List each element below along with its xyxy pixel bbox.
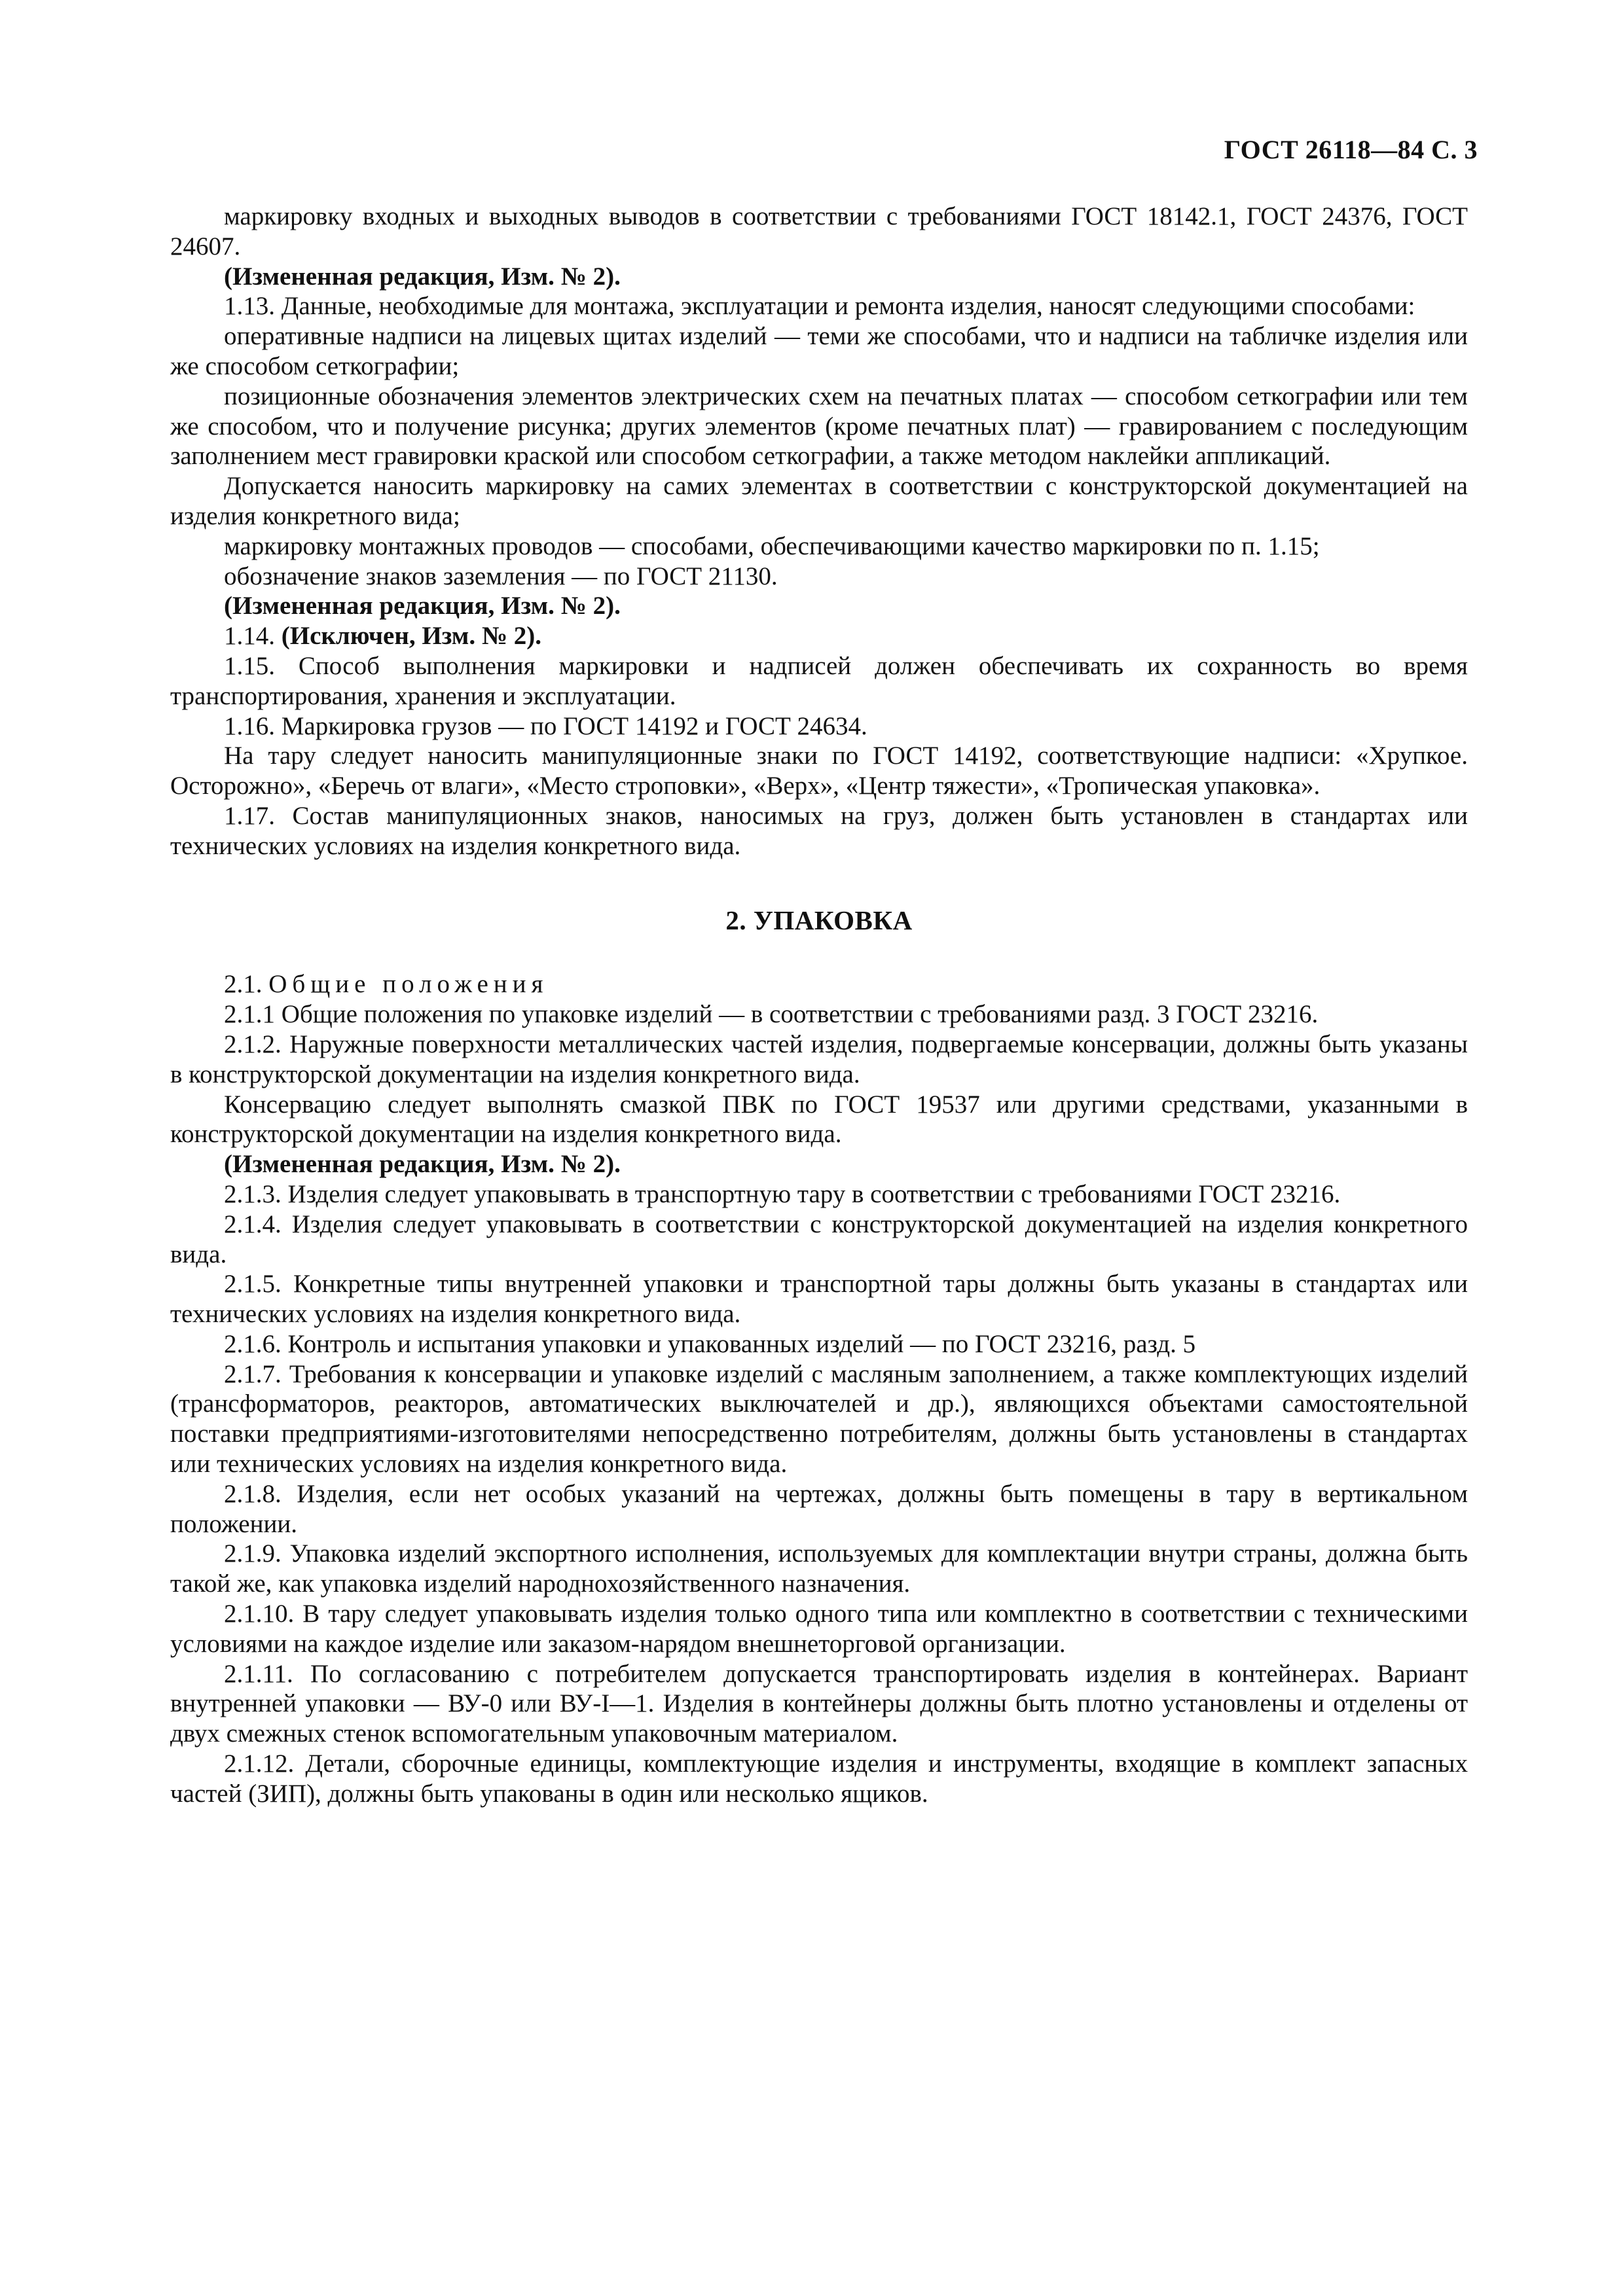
clause-1-16: 1.16. Маркировка грузов — по ГОСТ 14192 и ГОСТ 24634.	[224, 711, 867, 740]
clause-1-15: 1.15. Способ выполнения маркировки и надписей должен обеспечивать их сохранность во время транспортирования, хранения и эксплуатации.	[170, 651, 1468, 710]
section-title: 2. УПАКОВКА	[725, 905, 913, 935]
paragraph-text: оперативные надписи на лицевых щитах изделий — теми же способами, что и надписи на табличке изделия или же способом сеткографии;	[170, 322, 1468, 380]
clause-2-1-10: 2.1.10. В тару следует упаковывать изделия только одного типа или комплектно в соответствии с техническими условиями на каждое изделие или заказом-нарядом внешнеторговой организации.	[170, 1600, 1468, 1658]
subsection-title: Общие положения	[268, 970, 549, 999]
clause-1-17: 1.17. Состав манипуляционных знаков, наносимых на груз, должен быть установлен в стандартах или технических условиях на изделия конкретного вида.	[170, 801, 1468, 860]
clause-2-1-7: 2.1.7. Требования к консервации и упаковке изделий с масляным заполнением, а также комплектующих изделий (трансформаторов, реакторов, автоматических выключателей и др.), являющихся объектами самостоятельной поставки предприятиями-изготовителями непосредственно потребителям, должны быть установлены в стандартах или технических условиях на изделия конкретного вида.	[170, 1359, 1468, 1479]
paragraph-text: позиционные обозначения элементов электрических схем на печатных платах — способом сеткографии или тем же способом, что и получение рисунка; других элементов (кроме печатных плат) — гравированием с последующим заполнением мест гравировки краской или способом сеткографии, а также методом наклейки аппликаций.	[170, 382, 1468, 471]
paragraph-text: маркировку входных и выходных выводов в соответствии с требованиями ГОСТ 18142.1, ГОСТ 24376, ГОСТ 24607.	[170, 202, 1468, 260]
clause-1-14	[170, 621, 1468, 651]
document-body	[170, 202, 1468, 1809]
excluded-note: (Исключен, Изм. № 2).	[281, 622, 542, 651]
clause-2-1-12: 2.1.12. Детали, сборочные единицы, комплектующие изделия и инструменты, входящие в комплект запасных частей (ЗИП), должны быть упакованы в один или несколько ящиков.	[170, 1749, 1468, 1808]
clause-2-1-9: 2.1.9. Упаковка изделий экспортного исполнения, используемых для комплектации внутри страны, должна быть такой же, как упаковка изделий народнохозяйственного назначения.	[170, 1539, 1468, 1598]
paragraph-text: обозначение знаков заземления — по ГОСТ 21130.	[224, 562, 778, 590]
clause-2-1-5: 2.1.5. Конкретные типы внутренней упаковки и транспортной тары должны быть указаны в стандартах или технических условиях на изделия конкретного вида.	[170, 1270, 1468, 1329]
clause-number: 1.14.	[224, 622, 275, 651]
clause-2-1-4: 2.1.4. Изделия следует упаковывать в соответствии с конструкторской документацией на изделия конкретного вида.	[170, 1210, 1468, 1268]
paragraph-text: маркировку монтажных проводов — способами, обеспечивающими качество маркировки по п. 1.15;	[224, 531, 1320, 560]
subsection-heading	[170, 969, 1468, 999]
paragraph-continuation	[170, 202, 1468, 262]
subsection-number: 2.1.	[224, 970, 263, 999]
clause-2-1-8: 2.1.8. Изделия, если нет особых указаний на чертежах, должны быть помещены в тару в вертикальном положении.	[170, 1479, 1468, 1538]
paragraph-text: Консервацию следует выполнять смазкой ПВК по ГОСТ 19537 или другими средствами, указанными в конструкторской документации на изделия конкретного вида.	[170, 1090, 1468, 1149]
paragraph-text: На тару следует наносить манипуляционные знаки по ГОСТ 14192, соответствующие надписи: «Хрупкое. Осторожно», «Беречь от влаги», «Место строповки», «Верх», «Центр тяжести», «Тропическая упаковка».	[170, 742, 1468, 800]
amendment-note: (Измененная редакция, Изм. № 2).	[224, 262, 621, 291]
clause-2-1-2: 2.1.2. Наружные поверхности металлических частей изделия, подвергаемые консервации, должны быть указаны в конструкторской документации на изделия конкретного вида.	[170, 1030, 1468, 1088]
amendment-note: (Измененная редакция, Изм. № 2).	[224, 1150, 621, 1179]
clause-2-1-1: 2.1.1 Общие положения по упаковке изделий — в соответствии с требованиями разд. 3 ГОСТ 23216.	[224, 1000, 1319, 1029]
amendment-note: (Измененная редакция, Изм. № 2).	[224, 592, 621, 620]
clause-2-1-3: 2.1.3. Изделия следует упаковывать в транспортную тару в соответствии с требованиями ГОСТ 23216.	[224, 1179, 1341, 1208]
clause-2-1-6: 2.1.6. Контроль и испытания упаковки и упакованных изделий — по ГОСТ 23216, разд. 5	[224, 1329, 1196, 1358]
clause-2-1-11: 2.1.11. По согласованию с потребителем допускается транспортировать изделия в контейнерах. Вариант внутренней упаковки — ВУ-0 или ВУ-I—1. Изделия в контейнеры должны быть плотно установлены и отделены от двух смежных стенок вспомогательным упаковочным материалом.	[170, 1659, 1468, 1748]
paragraph-text: Допускается наносить маркировку на самих элементах в соответствии с конструкторской документацией на изделия конкретного вида;	[170, 472, 1468, 530]
clause-1-13: 1.13. Данные, необходимые для монтажа, эксплуатации и ремонта изделия, наносят следующими способами:	[224, 292, 1415, 321]
page-header: ГОСТ 26118—84 С. 3	[1224, 135, 1478, 164]
